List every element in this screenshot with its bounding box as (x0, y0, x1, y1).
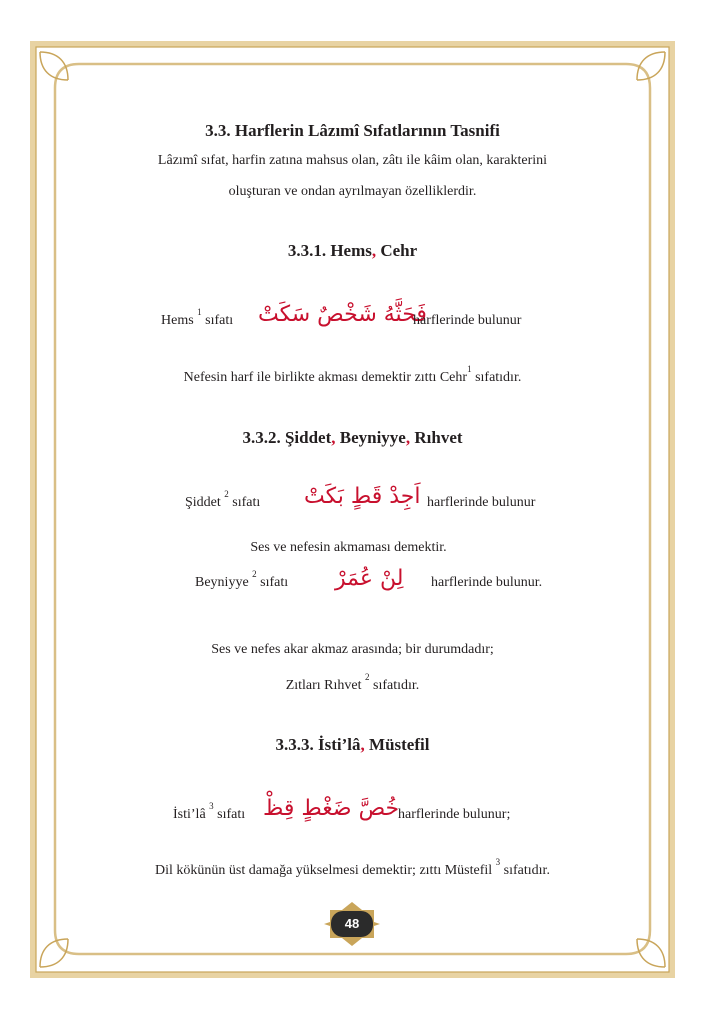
desc-end: sıfatıdır. (471, 370, 522, 385)
istila-line (173, 801, 246, 823)
heading-part: 3.3.1. Hems (287, 241, 372, 260)
desc-end: sıfatıdır. (500, 863, 550, 878)
heading-3-3-3 (0, 735, 705, 755)
heading-part: Cehr (376, 241, 418, 260)
intro-line-2: oluşturan ve ondan ayrılmayan özelliklerdir. (228, 184, 477, 199)
siddet-label: Şiddet (185, 495, 225, 510)
istila-description (0, 857, 705, 879)
beyniyye-line (195, 569, 289, 591)
intro-line-1: Lâzımî sıfat, harfin zatına mahsus olan, zâtı ile kâim olan, karakterini (157, 153, 548, 168)
heading-part: Beyniyye (335, 428, 406, 447)
desc-text: Zıtları Rıhvet (285, 678, 366, 693)
desc-text: Nefesin harf ile birlikte akması demektir zıttı Cehr (183, 370, 468, 385)
desc-end: sıfatıdır. (369, 678, 420, 693)
sifati-label: sıfatı (201, 313, 234, 328)
heading-separator: , (405, 428, 411, 447)
hems-label: Hems (161, 313, 198, 328)
beyniyye-arabic-letters: لِنْ عُمَرْ (335, 566, 404, 591)
sifati-label: sıfatı (228, 495, 261, 510)
footnote-marker: 1 (197, 307, 202, 318)
desc-text: Dil kökünün üst damağa yükselmesi demektir; zıttı Müstefil (155, 863, 496, 878)
sifati-label: sıfatı (213, 807, 246, 822)
corner-ornament-bottom-left (40, 939, 68, 967)
hems-arabic-letters: فَحَثَّهُ شَخْصٌ سَكَتْ (258, 302, 427, 327)
footnote-marker: 1 (467, 364, 472, 375)
heading-separator: , (331, 428, 336, 447)
istila-suffix: harflerinde bulunur; (398, 807, 511, 822)
heading-separator: , (360, 735, 365, 754)
siddet-suffix: harflerinde bulunur (427, 495, 536, 510)
corner-ornament-top-left (40, 52, 68, 80)
heading-3-3-1 (0, 241, 705, 261)
hems-suffix: harflerinde bulunur (413, 313, 522, 328)
corner-ornament-top-right (637, 52, 665, 80)
istila-label: İsti’lâ (173, 807, 210, 822)
footnote-marker: 3 (209, 801, 214, 812)
heading-part: 3.3.2. Şiddet (242, 428, 332, 447)
section-heading-main: 3.3. Harflerin Lâzımî Sıfatlarının Tasnifi (205, 121, 500, 140)
beyniyye-suffix: harflerinde bulunur. (431, 575, 543, 590)
siddet-line (185, 489, 261, 511)
hems-line (161, 307, 234, 329)
footnote-marker: 2 (252, 569, 257, 580)
page-number: 48 (344, 916, 360, 931)
heading-part: Rıhvet (410, 428, 463, 447)
footnote-marker: 2 (224, 489, 229, 500)
sifati-label: sıfatı (256, 575, 289, 590)
heading-3-3-2 (0, 428, 705, 448)
footnote-marker: 3 (495, 857, 501, 868)
beyniyye-label: Beyniyye (195, 575, 253, 590)
heading-part: Müstefil (364, 735, 430, 754)
hems-description (0, 364, 705, 386)
heading-part: 3.3.3. İsti’lâ (275, 735, 361, 754)
beyniyye-description-2 (0, 672, 705, 694)
footnote-marker: 2 (365, 672, 370, 683)
istila-arabic-letters: خُصَّ ضَغْطٍ قِظْ (263, 796, 400, 821)
heading-separator: , (371, 241, 377, 260)
beyniyye-description-1: Ses ve nefes akar akmaz arasında; bir durumdadır; (211, 642, 494, 657)
siddet-arabic-letters: اَجِدْ قَطٍ بَكَتْ (304, 484, 421, 509)
siddet-description: Ses ve nefesin akmaması demektir. (250, 540, 447, 555)
corner-ornament-bottom-right (637, 939, 665, 967)
